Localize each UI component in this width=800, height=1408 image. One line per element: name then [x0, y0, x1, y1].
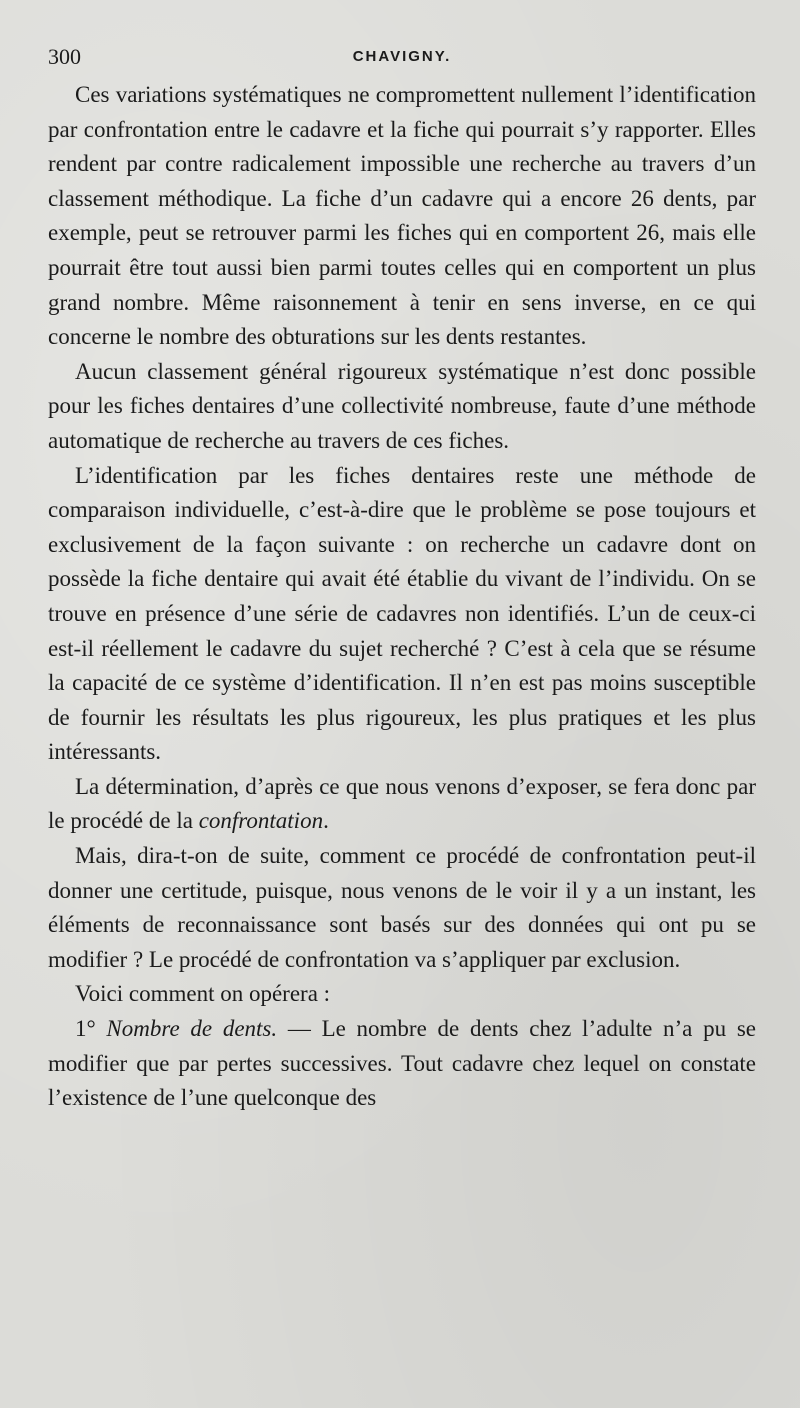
paragraph: Voici comment on opérera :: [75, 981, 331, 1007]
italic-term: confrontation: [198, 808, 324, 834]
paragraph: Mais, dira-t-on de suite, comment ce procédé de confrontation peut-il donner une certitude, puisque, nous venons de le voir il y a un instant, les éléments de reconnaissance sont basés sur des données qui ont pu se modifier ? Le procédé de confrontation va s’appliquer par exclusion.: [48, 843, 756, 972]
paragraph: L’identification par les fiches dentaires reste une méthode de comparaison individuelle, c’est-à-dire que le problème se pose toujours et exclusivement de la façon suivante : on recherche un cadavre dont on possède la fiche dentaire qui avait été établie du vivant de l’individu. On se trouve en présence d’une série de cadavres non identifiés. L’un de ceux-ci est-il réellement le cadavre du sujet recherché ? C’est à cela que se résume la capacité de ce système d’identification. Il n’en est pas moins susceptible de fournir les résultats les plus rigoureux, les plus pratiques et les plus intéressants.: [48, 462, 756, 765]
running-header: [48, 40, 756, 74]
paragraph: Aucun classement général rigoureux systématique n’est donc possible pour les fiches dentaires d’une collectivité nombreuse, faute d’une méthode automatique de recherche au travers de ces fiches.: [48, 358, 756, 453]
list-number: 1°: [75, 1016, 107, 1042]
running-title: CHAVIGNY.: [352, 48, 452, 65]
paragraph-text: La détermination, d’après ce que nous venons d’exposer, se fera donc par le procédé de la: [48, 773, 756, 834]
paragraph-text: — Le nombre de dents chez l’adulte n’a pu se modifier que par pertes successives. Tout cadavre chez lequel on constate l’existence de l’une quelconque des: [48, 1016, 756, 1111]
page-number: 300: [48, 44, 81, 69]
italic-heading: Nombre de dents.: [106, 1016, 278, 1042]
paragraph: [48, 770, 756, 839]
body-text: [48, 78, 756, 1116]
paragraph: Ces variations systématiques ne compromettent nullement l’identification par confrontation entre le cadavre et la fiche qui pourrait s’y rapporter. Elles rendent par contre radicalement impossible une recherche au travers d’un classement méthodique. La fiche d’un cadavre qui a encore 26 dents, par exemple, peut se retrouver parmi les fiches qui en comportent 26, mais elle pourrait être tout aussi bien parmi toutes celles qui en comportent un plus grand nombre. Même raisonnement à tenir en sens inverse, en ce qui concerne le nombre des obturations sur les dents restantes.: [48, 82, 756, 350]
paragraph-text: .: [323, 808, 329, 834]
paragraph: [48, 1012, 756, 1116]
